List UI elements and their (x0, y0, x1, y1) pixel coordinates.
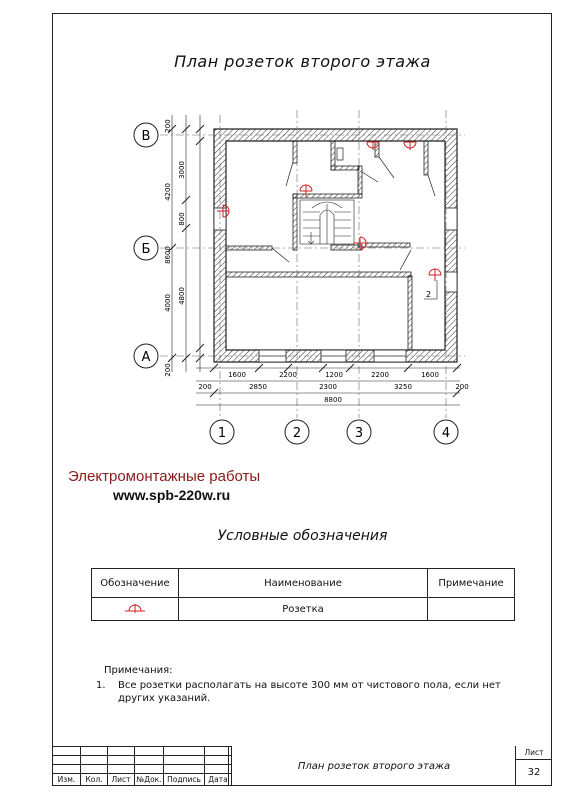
stamp-title: План розеток второго этажа (228, 746, 519, 786)
legend-title: Условные обозначения (217, 528, 388, 544)
drawing-title: План розеток второго этажа (174, 52, 431, 71)
stamp-col-signature: Подпись (164, 774, 205, 786)
dim-bottom-5: 1600 (421, 371, 439, 379)
axis-label-row-v: В (141, 129, 151, 144)
axis-label-col-4: 4 (441, 426, 451, 441)
staircase (300, 200, 354, 244)
dim-bottom-6: 200 (198, 383, 212, 391)
dim-left-4: 4000 (164, 294, 172, 312)
note-number: 1. (96, 680, 106, 691)
axis-label-col-2: 2 (292, 426, 302, 441)
socket-icon (123, 601, 147, 615)
legend-header-symbol: Обозначение (92, 569, 179, 598)
legend-header-row (92, 569, 515, 598)
axis-label-row-b: Б (141, 242, 151, 257)
title-block-grid (52, 746, 232, 786)
legend-row (92, 598, 515, 621)
note-text: Все розетки располагать на высоте 300 мм от чистового пола, если нет других указаний. (118, 680, 501, 704)
dim-bottom-3: 1200 (325, 371, 343, 379)
dim-left-2: 4200 (164, 183, 172, 201)
interior-walls (226, 141, 428, 350)
windows (214, 208, 457, 362)
legend-header-note: Примечание (428, 569, 515, 598)
dim-bottom-2: 2200 (279, 371, 297, 379)
dim-bottom-1: 1600 (228, 371, 246, 379)
dim-total: 8800 (324, 396, 342, 404)
legend-name-cell: Розетка (179, 598, 428, 621)
sheet-label: Лист (516, 746, 552, 760)
axis-label-row-a: А (141, 350, 151, 365)
legend-symbol-cell (92, 598, 179, 621)
notes-block (96, 664, 538, 705)
mark-label: 2 (426, 290, 432, 299)
dim-left-5: 200 (164, 363, 172, 377)
sheet-box (515, 746, 552, 786)
dim-left-1: 200 (164, 119, 172, 133)
dim-left-3: 8600 (164, 246, 172, 264)
dim-bottom-4: 2200 (371, 371, 389, 379)
promo-title: Электромонтажные работы (68, 468, 261, 485)
notes-heading: Примечания: (104, 665, 173, 676)
dim-bottom-9: 3250 (394, 383, 412, 391)
axis-bubble-labels (142, 129, 451, 441)
legend-header-name: Наименование (179, 569, 428, 598)
axis-lines (160, 110, 465, 418)
dimension-labels-bottom (198, 371, 468, 404)
dim-left-inner-3: 4800 (178, 287, 186, 305)
dim-left-inner-2: 800 (178, 212, 186, 226)
promo-url[interactable]: www.spb-220w.ru (113, 487, 231, 503)
stamp-col-date: Дата (205, 774, 232, 786)
stamp-col-doc: №Док. (136, 775, 162, 784)
stamp-col-change: Изм. (53, 774, 81, 786)
note-item (96, 679, 538, 705)
dim-left-inner-1: 3000 (178, 161, 186, 179)
legend-table (91, 568, 515, 621)
title-block (52, 746, 552, 786)
axis-label-col-3: 3 (354, 426, 364, 441)
dim-bottom-8: 2300 (319, 383, 337, 391)
axis-label-col-1: 1 (217, 426, 227, 441)
socket-markers (217, 142, 441, 281)
stamp-col-sheet: Лист (108, 774, 135, 786)
dim-bottom-7: 2850 (249, 383, 267, 391)
legend-note-cell (428, 598, 515, 621)
stamp-col-count: Кол. (81, 774, 108, 786)
dim-bottom-10: 200 (455, 383, 469, 391)
sheet-number: 32 (527, 767, 541, 778)
